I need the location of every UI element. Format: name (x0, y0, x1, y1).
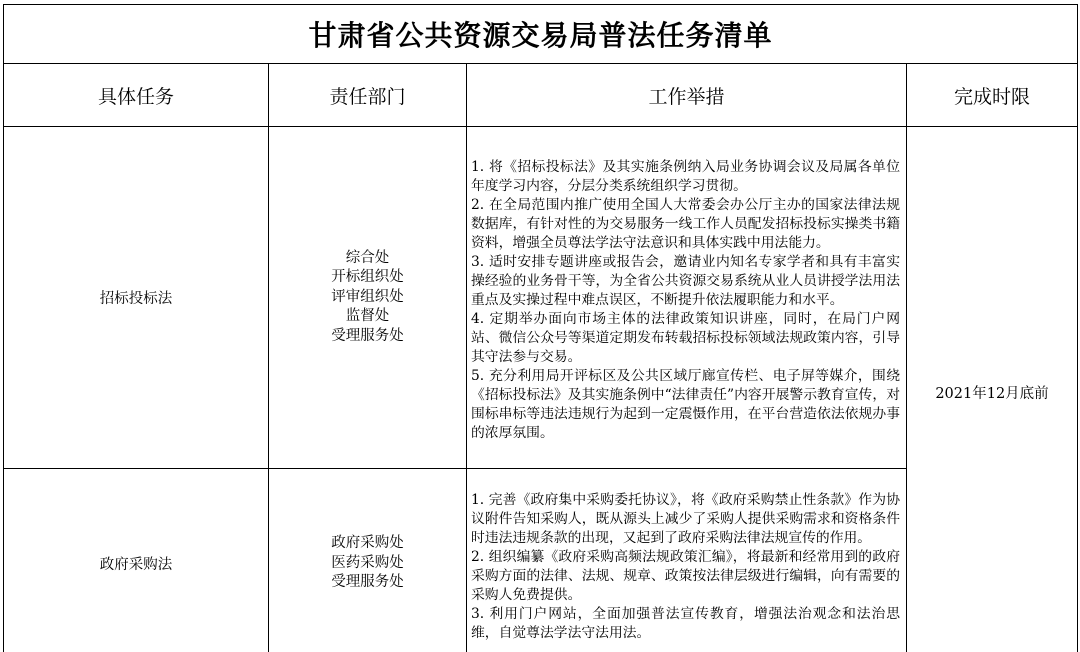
measure-item: 5. 充分利用局开评标区及公共区域厅廊宣传栏、电子屏等媒介，围绕《招标投标法》及其实施条例中“法律责任”内容开展警示教育宣传，对围标串标等违法违规行为起到一定震慑作用，在平台营造依法依规办事的浓厚氛围。 (471, 368, 900, 441)
title-row (4, 5, 1078, 64)
measure-item: 4. 定期举办面向市场主体的法律政策知识讲座，同时，在局门户网站、微信公众号等渠道定期发布转载招标投标领域法规政策内容，引导其守法参与交易。 (471, 311, 900, 365)
task-name: 招标投标法 (4, 127, 269, 469)
measure-item: 2. 在全局范围内推广使用全国人大常委会办公厅主办的国家法律法规数据库，有针对性的为交易服务一线工作人员配发招标投标实操类书籍资料，增强全员尊法学法守法意识和具体实践中用法能力。 (471, 197, 900, 251)
department-item: 监督处 (345, 308, 390, 325)
department-item: 综合处 (345, 249, 390, 266)
measures-list (467, 127, 907, 469)
department-list (269, 469, 467, 652)
department-item: 受理服务处 (331, 574, 404, 591)
measure-item: 2. 组织编纂《政府采购高频法规政策汇编》，将最新和经常用到的政府采购方面的法律、法规、规章、政策按法律层级进行编辑，向有需要的采购人免费提供。 (471, 548, 900, 603)
department-item: 政府采购处 (331, 535, 404, 552)
table-title: 甘肃省公共资源交易局普法任务清单 (4, 5, 1078, 64)
department-item: 受理服务处 (331, 327, 404, 344)
table-row-bidding-law (4, 127, 1078, 469)
measure-item: 1. 完善《政府集中采购委托协议》，将《政府采购禁止性条款》作为协议附件告知采购人，既从源头上减少了采购人提供采购需求和资格条件时违法违规条款的出现，又起到了政府采购法律法规宣传的作用。 (471, 491, 900, 546)
task-name: 政府采购法 (4, 469, 269, 652)
measure-item: 1. 将《招标投标法》及其实施条例纳入局业务协调会议及局属各单位年度学习内容，分层分类系统组织学习贯彻。 (471, 159, 900, 194)
header-task: 具体任务 (4, 64, 269, 127)
header-measures: 工作举措 (467, 64, 907, 127)
deadline-value: 2021年12月底前 (907, 127, 1078, 652)
header-deadline: 完成时限 (907, 64, 1078, 127)
task-list-table (3, 4, 1078, 652)
header-row (4, 64, 1078, 127)
department-item: 评审组织处 (331, 288, 404, 305)
department-item: 医药采购处 (331, 554, 404, 571)
measure-item: 3. 利用门户网站，全面加强普法宣传教育，增强法治观念和法治思维，自觉尊法学法守法用法。 (471, 605, 900, 641)
measures-list (467, 469, 907, 652)
department-list (269, 127, 467, 469)
header-department: 责任部门 (269, 64, 467, 127)
measure-item: 3. 适时安排专题讲座或报告会，邀请业内知名专家学者和具有丰富实操经验的业务骨干等，为全省公共资源交易系统从业人员讲授学法用法重点及实操过程中难点误区，不断提升依法履职能力和水平。 (471, 254, 900, 308)
department-item: 开标组织处 (331, 269, 404, 286)
